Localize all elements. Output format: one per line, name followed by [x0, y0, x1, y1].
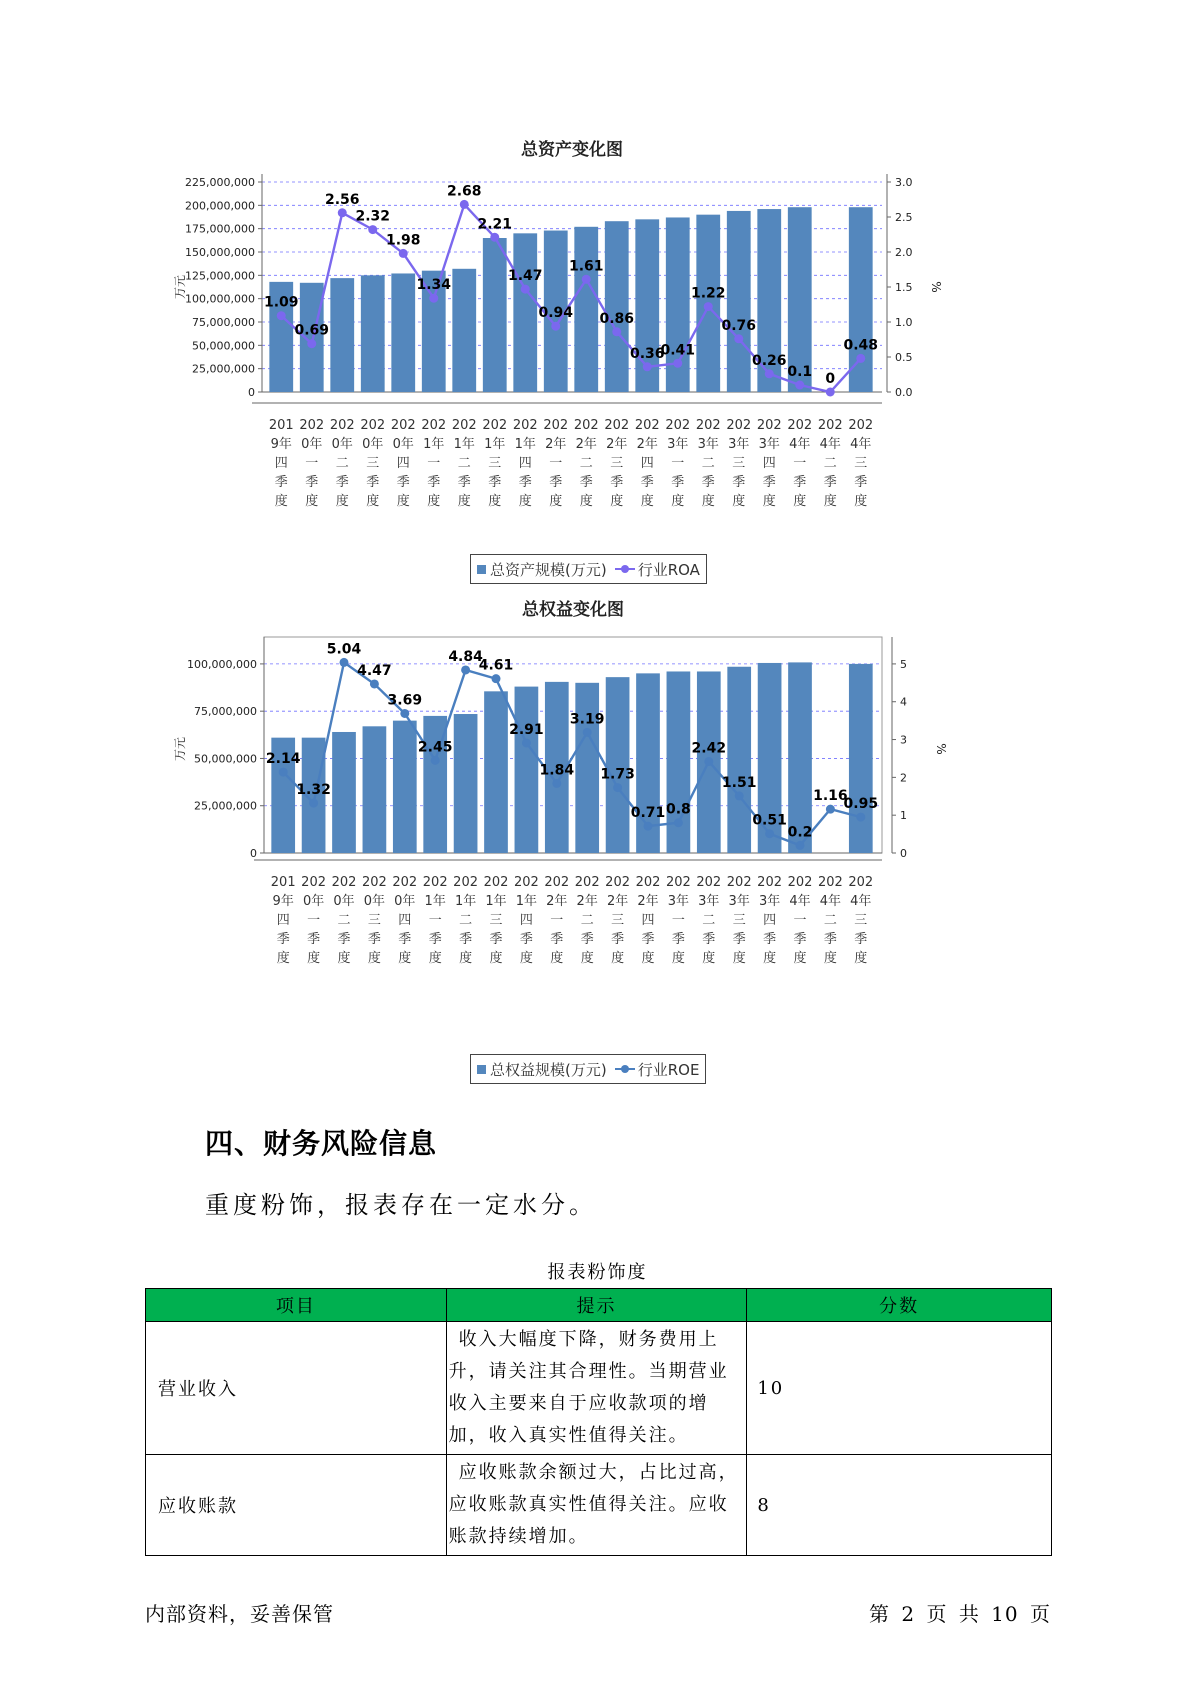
data-label: 0.69 [294, 322, 330, 339]
legend-label: 行业ROE [637, 1060, 700, 1079]
data-label: 1.73 [600, 766, 635, 783]
line-point [673, 359, 682, 368]
data-label: 1.09 [263, 294, 299, 311]
x-tick-label: 202 0年一季度 [299, 418, 325, 509]
x-tick-label: 202 1年二季度 [451, 418, 477, 509]
data-label: 0.36 [629, 345, 665, 362]
x-tick-label: 202 3年二季度 [695, 418, 721, 509]
data-label: 0.86 [599, 310, 635, 327]
x-tick-label: 202 1年三季度 [483, 875, 509, 966]
bar [727, 211, 751, 392]
y-axis-label: 万元 [173, 736, 187, 762]
line-point [735, 791, 744, 800]
line-point [644, 822, 653, 831]
data-label: 1.32 [296, 782, 331, 799]
data-label: 0.26 [751, 352, 787, 369]
x-tick-label: 202 0年三季度 [361, 875, 387, 966]
line-point [856, 354, 865, 363]
x-tick-label: 202 1年四季度 [513, 875, 539, 966]
x-tick-label: 202 2年一季度 [543, 418, 569, 509]
legend-item-line [615, 1059, 700, 1080]
line-point [460, 200, 469, 209]
line-point [277, 311, 286, 320]
y-tick-label: 225,000,000 [185, 176, 255, 189]
y2-tick-label: 0.5 [895, 351, 913, 364]
data-label: 2.68 [446, 183, 482, 200]
y-axis-label: 万元 [173, 274, 187, 300]
data-label: 0.48 [843, 337, 879, 354]
x-tick-label: 202 3年四季度 [756, 418, 782, 509]
bar [391, 273, 415, 392]
footer-page-number: 第 2 页 共 10 页 [869, 1602, 1051, 1626]
data-label: 2.91 [509, 721, 544, 738]
line-point [765, 829, 774, 838]
y2-tick-label: 1.0 [895, 316, 913, 329]
x-tick-label: 202 1年四季度 [512, 418, 538, 509]
y-tick-label: 25,000,000 [192, 362, 255, 376]
x-tick-label: 202 3年三季度 [726, 875, 752, 966]
data-label: 0.76 [721, 317, 757, 334]
x-tick-label: 201 9年四季度 [270, 875, 296, 966]
x-tick-label: 202 4年三季度 [848, 418, 874, 509]
data-label: 0.8 [665, 801, 691, 818]
x-tick-label: 202 0年二季度 [329, 418, 355, 509]
data-label: 3.19 [569, 711, 605, 728]
y2-axis-label: % [934, 743, 948, 755]
data-label: 0.94 [538, 305, 574, 322]
line-point [734, 334, 743, 343]
bar [330, 278, 354, 392]
x-tick-label: 202 0年二季度 [331, 875, 357, 966]
data-label: 1.98 [385, 232, 421, 249]
section-text: 重度粉饰，报表存在一定水分。 [205, 1191, 597, 1219]
y2-tick-label: 2 [900, 771, 907, 785]
line-point [582, 275, 591, 284]
line-point [856, 813, 865, 822]
line-point [490, 233, 499, 242]
data-label: 1.84 [539, 762, 575, 779]
y-tick-label: 100,000,000 [185, 292, 255, 306]
line-point [643, 362, 652, 371]
total-equity-chart [170, 600, 1050, 1090]
data-label: 2.21 [477, 216, 513, 233]
data-label: 1.22 [690, 285, 726, 302]
y-tick-label: 0 [248, 386, 255, 399]
line-point [796, 841, 805, 850]
line-point [307, 339, 316, 348]
data-label: 0.41 [660, 342, 696, 359]
bar [454, 714, 478, 853]
x-tick-label: 202 4年三季度 [848, 875, 874, 966]
line-point [429, 294, 438, 303]
table-row [146, 1455, 1052, 1556]
data-label: 5.04 [326, 641, 362, 658]
bar [605, 221, 629, 392]
bar [361, 275, 385, 392]
data-label: 0.2 [787, 824, 813, 841]
y-tick-label: 75,000,000 [192, 316, 255, 329]
x-tick-label: 202 1年三季度 [482, 418, 508, 509]
legend-label: 行业ROA [637, 560, 700, 579]
x-tick-label: 202 0年四季度 [392, 875, 418, 966]
x-tick-label: 202 1年一季度 [422, 875, 448, 966]
legend-label: 总权益规模(万元) [490, 1060, 607, 1079]
y-tick-label: 25,000,000 [194, 799, 257, 813]
chart-legend [470, 1054, 706, 1084]
bar [483, 238, 507, 392]
x-tick-label: 202 4年一季度 [787, 418, 813, 509]
y2-tick-label: 0 [900, 847, 907, 860]
x-tick-label: 202 0年一季度 [301, 875, 327, 966]
bar [515, 687, 539, 853]
x-tick-label: 202 0年四季度 [390, 418, 416, 509]
line-point [309, 799, 318, 808]
legend-item-line [615, 559, 700, 580]
y2-tick-label: 3 [900, 733, 907, 747]
y2-tick-label: 5 [900, 657, 907, 671]
data-label: 2.32 [355, 208, 391, 225]
y-tick-label: 200,000,000 [185, 199, 255, 213]
data-label: 4.47 [357, 662, 392, 679]
header-item: 项目 [146, 1289, 447, 1322]
data-label: 0 [825, 371, 836, 387]
cell-hint: 收入大幅度下降，财务费用上升，请关注其合理性。当期营业收入主要来自于应收款项的增加，收入真实性值得关注。 [446, 1322, 747, 1455]
data-label: 4.84 [448, 648, 483, 665]
total-equity-chart-svg [170, 600, 1050, 1090]
y-tick-label: 50,000,000 [194, 752, 257, 766]
line-point [521, 285, 530, 294]
chart-legend [470, 554, 707, 584]
x-tick-label: 201 9年四季度 [268, 418, 294, 509]
line-point [795, 381, 804, 390]
line-point [674, 818, 683, 827]
bar [575, 683, 599, 853]
bar [363, 726, 387, 853]
x-tick-label: 202 2年三季度 [604, 418, 630, 509]
risk-table [145, 1288, 1052, 1556]
bar [606, 677, 630, 853]
legend-bar-swatch [477, 565, 486, 574]
y-tick-label: 100,000,000 [187, 657, 257, 671]
legend-item-bar [477, 1059, 607, 1080]
y2-tick-label: 1.5 [895, 281, 913, 294]
legend-line-swatch [615, 1064, 635, 1074]
bar [574, 227, 598, 392]
cell-score: 8 [747, 1455, 1052, 1556]
x-tick-label: 202 4年一季度 [787, 875, 813, 966]
data-label: 2.45 [417, 739, 453, 756]
line-point [431, 756, 440, 765]
line-point [552, 779, 561, 788]
data-label: 1.34 [416, 277, 452, 294]
bar [727, 667, 751, 853]
data-label: 0.1 [787, 364, 813, 380]
data-label: 0.95 [843, 796, 879, 813]
line-point [522, 738, 531, 747]
cell-item: 应收账款 [146, 1455, 447, 1556]
line-point [583, 728, 592, 737]
cell-hint: 应收账款余额过大，占比过高，应收账款真实性值得关注。应收账款持续增加。 [446, 1455, 747, 1556]
y2-tick-label: 1 [900, 809, 907, 823]
section-title: 四、财务风险信息 [205, 1127, 438, 1160]
line-point [370, 679, 379, 688]
bar [513, 233, 537, 392]
y-tick-label: 150,000,000 [185, 246, 255, 259]
x-tick-label: 202 2年二季度 [574, 875, 600, 966]
x-tick-label: 202 3年一季度 [665, 418, 691, 509]
data-label: 4.61 [478, 657, 514, 674]
y2-axis-label: % [929, 281, 943, 293]
total-assets-chart-svg [170, 140, 1050, 590]
line-point [461, 665, 470, 674]
x-tick-label: 202 4年二季度 [817, 875, 843, 966]
x-tick-label: 202 3年三季度 [726, 418, 752, 509]
y-tick-label: 75,000,000 [194, 705, 257, 719]
x-tick-label: 202 2年二季度 [573, 418, 599, 509]
x-tick-label: 202 1年二季度 [453, 875, 479, 966]
bar [849, 207, 873, 392]
bar [332, 732, 356, 853]
y2-tick-label: 3.0 [895, 176, 913, 189]
bar [452, 269, 476, 392]
legend-bar-swatch [477, 1065, 486, 1074]
line-point [765, 369, 774, 378]
data-label: 2.56 [324, 191, 360, 208]
legend-line-swatch [615, 564, 635, 574]
line-point [551, 322, 560, 331]
table-caption: 报表粉饰度 [547, 1262, 648, 1283]
data-label: 1.47 [507, 268, 543, 285]
header-score: 分数 [747, 1289, 1052, 1322]
chart-title: 总权益变化图 [522, 600, 624, 620]
line-point [340, 658, 349, 667]
data-label: 1.16 [813, 788, 848, 805]
data-label: 2.42 [691, 740, 727, 757]
chart-title: 总资产变化图 [521, 140, 623, 160]
y2-tick-label: 0.0 [895, 386, 913, 399]
x-tick-label: 202 3年二季度 [696, 875, 722, 966]
legend-label: 总资产规模(万元) [490, 560, 607, 579]
data-label: 3.69 [387, 692, 423, 709]
x-tick-label: 202 2年三季度 [605, 875, 631, 966]
bar [849, 664, 873, 853]
data-label: 0.71 [630, 805, 666, 822]
line-point [826, 388, 835, 397]
line-point [368, 225, 377, 234]
x-tick-label: 202 2年四季度 [635, 875, 661, 966]
y2-tick-label: 2.0 [895, 246, 913, 259]
bar [484, 691, 508, 853]
data-label: 1.61 [568, 258, 604, 275]
line-point [492, 674, 501, 683]
table-row [146, 1322, 1052, 1455]
line-point [612, 327, 621, 336]
cell-item: 营业收入 [146, 1322, 447, 1455]
line-point [613, 783, 622, 792]
cell-score: 10 [747, 1322, 1052, 1455]
line-point [704, 302, 713, 311]
line-point [279, 768, 288, 777]
x-tick-label: 202 1年一季度 [421, 418, 447, 509]
y2-tick-label: 2.5 [895, 211, 913, 224]
bar [393, 721, 417, 853]
legend-item-bar [477, 559, 607, 580]
x-tick-label: 202 3年四季度 [757, 875, 783, 966]
line-point [826, 805, 835, 814]
x-tick-label: 202 3年一季度 [665, 875, 691, 966]
y-tick-label: 50,000,000 [192, 339, 255, 353]
header-hint: 提示 [446, 1289, 747, 1322]
line-point [338, 208, 347, 217]
x-tick-label: 202 2年四季度 [634, 418, 660, 509]
x-tick-label: 202 0年三季度 [360, 418, 386, 509]
y-tick-label: 125,000,000 [185, 269, 255, 283]
y2-tick-label: 4 [900, 695, 907, 709]
line-point [400, 709, 409, 718]
data-label: 2.14 [265, 751, 301, 768]
y-tick-label: 175,000,000 [185, 222, 255, 236]
table-header-row [146, 1289, 1052, 1322]
x-tick-label: 202 2年一季度 [544, 875, 570, 966]
y-tick-label: 0 [250, 847, 257, 860]
line-point [704, 757, 713, 766]
total-assets-chart [170, 140, 1050, 590]
data-label: 0.51 [752, 812, 787, 829]
footer-confidential: 内部资料，妥善保管 [145, 1602, 334, 1626]
line-point [399, 249, 408, 258]
x-tick-label: 202 4年二季度 [817, 418, 843, 509]
data-label: 1.51 [721, 774, 757, 791]
